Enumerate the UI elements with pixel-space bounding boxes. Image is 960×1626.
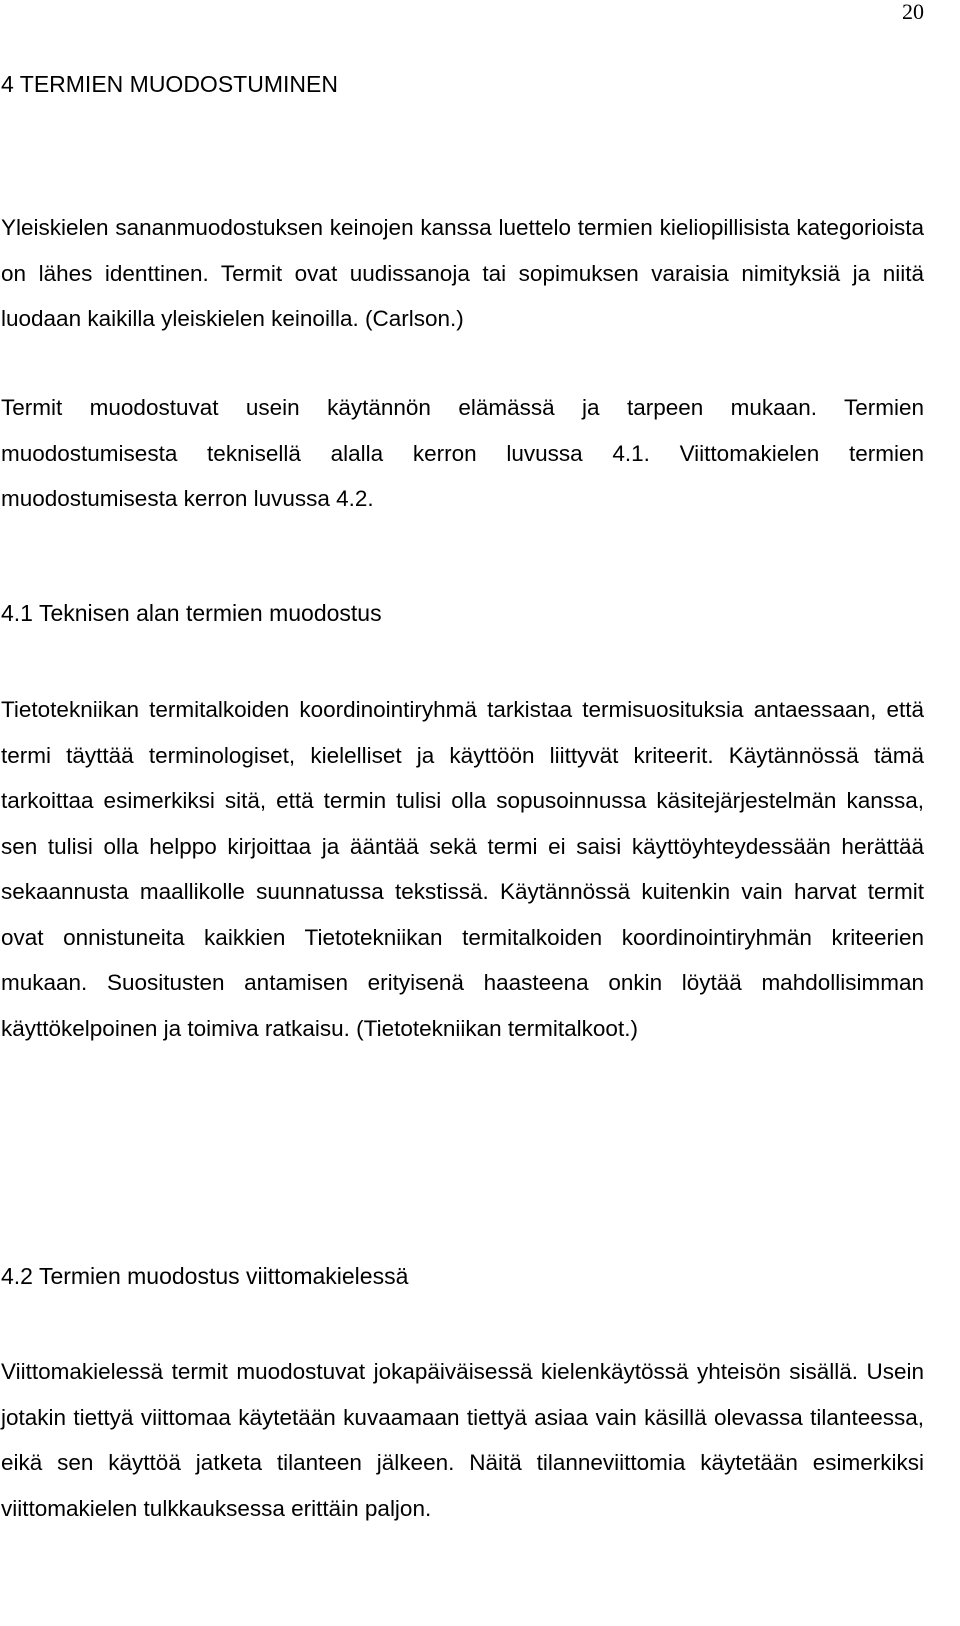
page-number: 20	[902, 0, 924, 24]
section-4-1-paragraph: Tietotekniikan termitalkoiden koordinointiryhmä tarkistaa termisuosituksia antaessaan, että termi täyttää terminologiset, kielelliset ja käyttöön liittyvät kriteerit. Käytännössä tämä tarkoittaa esimerkiksi sitä, että termin tulisi olla sopusoinnussa käsitejärjestelmän kanssa, sen tulisi olla helppo kirjoittaa ja ääntää sekä termi ei saisi käyttöyhteydessään herättää sekaannusta maallikolle suunnatussa tekstissä. Käytännössä kuitenkin vain harvat termit ovat onnistuneita kaikkien Tietotekniikan termitalkoiden koordinointiryhmän kriteerien mukaan. Suositusten antamisen erityisenä haasteena onkin löytää mahdollisimman käyttökelpoinen ja toimiva ratkaisu. (Tietotekniikan termitalkoot.)	[1, 697, 924, 1041]
section-4-2-heading: 4.2 Termien muodostus viittomakielessä	[1, 1263, 409, 1289]
chapter-paragraph-overview: Termit muodostuvat usein käytännön elämässä ja tarpeen mukaan. Termien muodostumisesta teknisellä alalla kerron luvussa 4.1. Viittomakielen termien muodostumisesta kerron luvussa 4.2.	[1, 395, 924, 511]
section-4-2-paragraph: Viittomakielessä termit muodostuvat jokapäiväisessä kielenkäytössä yhteisön sisällä. Usein jotakin tiettyä viittomaa käytetään kuvaamaan tiettyä asiaa vain käsillä olevassa tilanteessa, eikä sen käyttöä jatketa tilanteen jälkeen. Näitä tilanneviittomia käytetään esimerkiksi viittomakielen tulkkauksessa erittäin paljon.	[1, 1359, 924, 1521]
section-4-1-heading: 4.1 Teknisen alan termien muodostus	[1, 600, 382, 626]
chapter-heading: 4 TERMIEN MUODOSTUMINEN	[1, 71, 338, 97]
chapter-paragraph-intro: Yleiskielen sananmuodostuksen keinojen kanssa luettelo termien kieliopillisista kategorioista on lähes identtinen. Termit ovat uudissanoja tai sopimuksen varaisia nimityksiä ja niitä luodaan kaikilla yleiskielen keinoilla. (Carlson.)	[1, 215, 924, 331]
